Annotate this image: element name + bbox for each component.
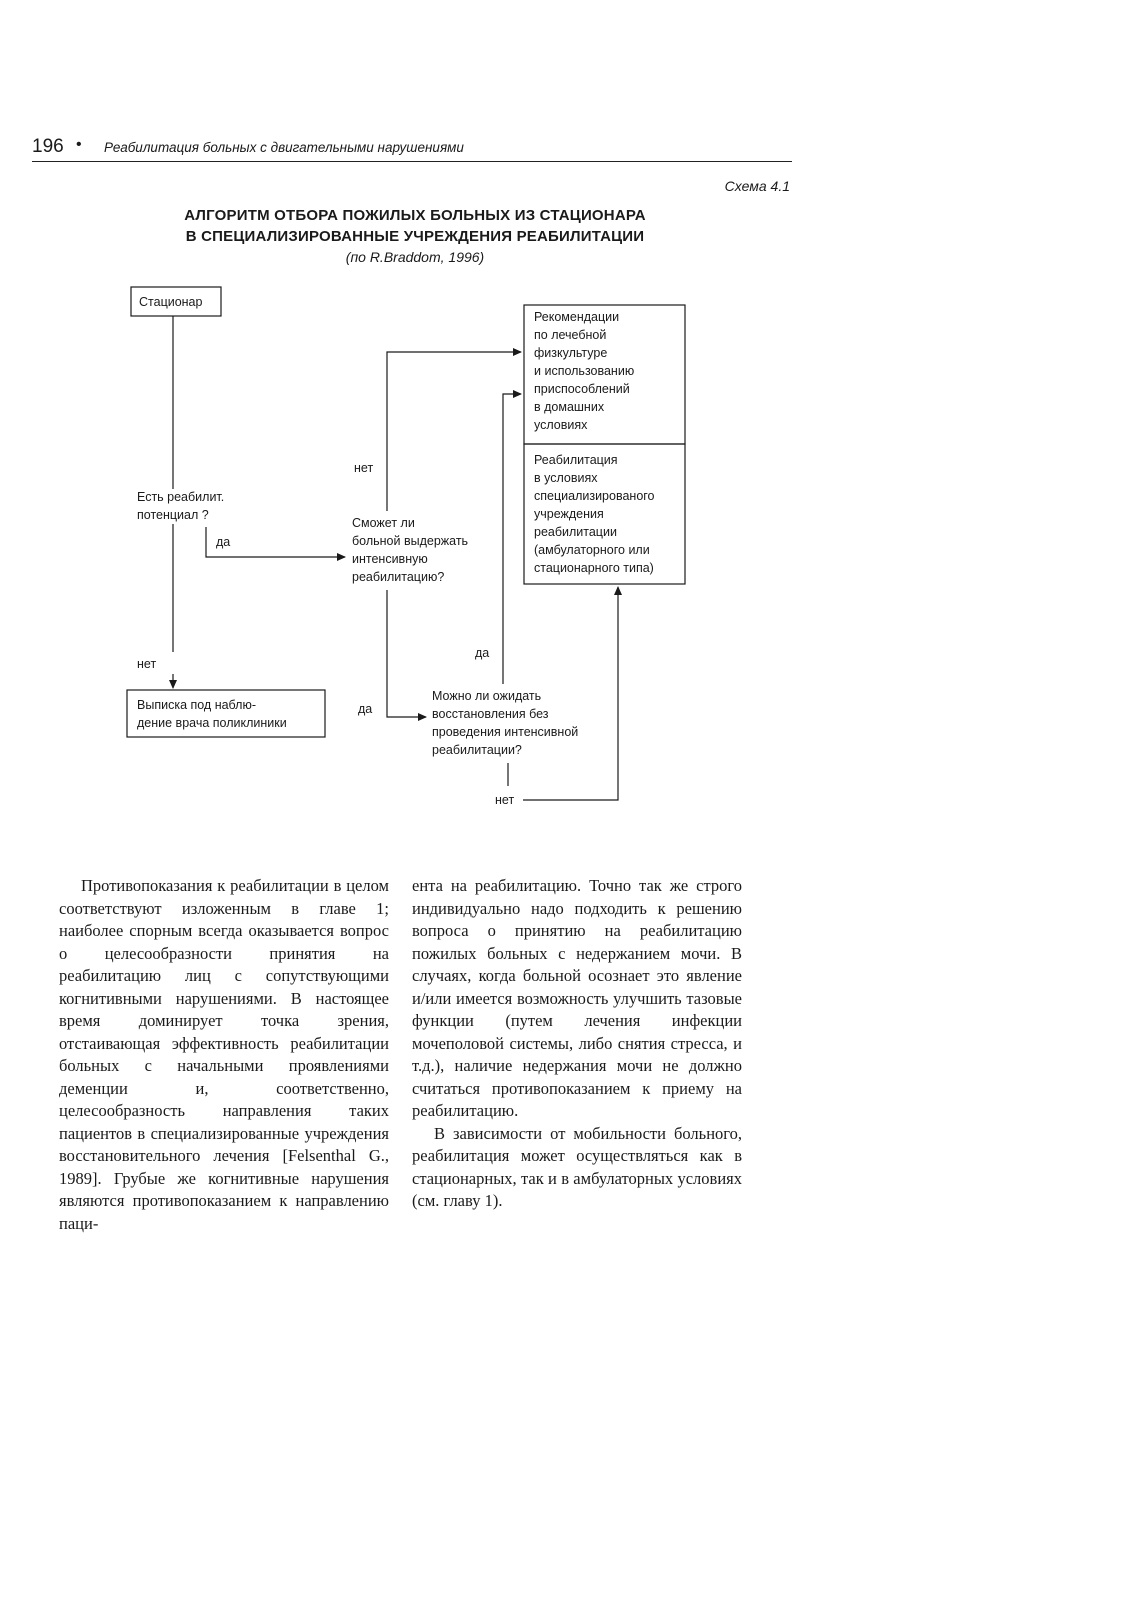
edge-label-no-3: нет (495, 793, 515, 807)
running-title: Реабилитация больных с двигательными нарушениями (104, 140, 464, 155)
body-column-left (59, 875, 389, 1235)
page-number: 196 (32, 136, 64, 157)
question-withstand: Сможет ли больной выдержать интенсивную реабилитацию? (352, 516, 469, 584)
edge-label-no-2: нет (137, 657, 157, 671)
node-hospital (131, 287, 221, 316)
paragraph: Противопоказания к реабилитации в целом соответствуют изложенным в главе 1; наиболее спорным всегда оказывается вопрос о целесообразности принятия на реабилитацию лиц с сопутствующими когнитивными нарушениями. В настоящее время доминирует точка зрения, отстаивающая эффективность реабилитации больных с начальными проявлениями деменции и, соответственно, целесообразность направления таких пациентов в специализированные учреждения восстановительного лечения [Felsenthal G., 1989]. Грубые же когнитивные нарушения являются противопоказанием к направлению паци- (59, 876, 389, 1233)
edge-withstand-no (387, 352, 521, 511)
edge-recovery-yes (503, 394, 521, 684)
question-recovery: Можно ли ожидать восстановления без проведения интенсивной реабилитации? (432, 689, 579, 757)
edge-label-yes-1: да (216, 535, 231, 549)
paragraph: В зависимости от мобильности больного, реабилитация может осуществляться как в стационарных, так и в амбулаторных условиях (см. главу 1). (412, 1123, 742, 1210)
node-hospital-label: Стационар (139, 295, 203, 309)
edge-withstand-yes (387, 590, 426, 717)
figure-title-line-2: В СПЕЦИАЛИЗИРОВАННЫЕ УЧРЕЖДЕНИЯ РЕАБИЛИТАЦИИ (185, 228, 645, 245)
node-specialized-rehab (524, 444, 685, 584)
node-discharge-label: Выписка под наблю- дение врача поликлиники (137, 698, 287, 730)
node-discharge (127, 690, 325, 737)
edge-label-yes-3: да (475, 646, 490, 660)
edge-label-yes-2: да (358, 702, 373, 716)
body-column-right (412, 875, 742, 1213)
question-rehab-potential: Есть реабилит. потенциал ? (137, 490, 225, 522)
node-recommendations (524, 305, 685, 444)
paragraph: ента на реабилитацию. Точно так же строго индивидуально надо подходить к решению вопроса о принятию на реабилитацию пожилых больных с недержанием мочи. В случаях, когда больной осознает это явление и/или имеется возможность улучшить тазовые функции (путем лечения инфекции мочеполовой системы, либо снятия стресса, и т.д.), наличие недержания мочи не должно считаться противопоказанием к приему на реабилитацию. (412, 876, 742, 1120)
figure-source: (по R.Braddom, 1996) (345, 249, 485, 265)
node-recommendations-label: Рекомендации по лечебной физкультуре и использованию приспособлений в домашних условиях (534, 310, 635, 432)
figure-label: Схема 4.1 (724, 178, 790, 194)
bullet-separator: • (76, 136, 82, 153)
node-specialized-label: Реабилитация в условиях специализированого учреждения реабилитации (амбулаторного или стационарного типа) (534, 453, 655, 575)
figure-title-line-1: АЛГОРИТМ ОТБОРА ПОЖИЛЫХ БОЛЬНЫХ ИЗ СТАЦИОНАРА (184, 207, 646, 224)
edge-label-no-1: нет (354, 461, 374, 475)
